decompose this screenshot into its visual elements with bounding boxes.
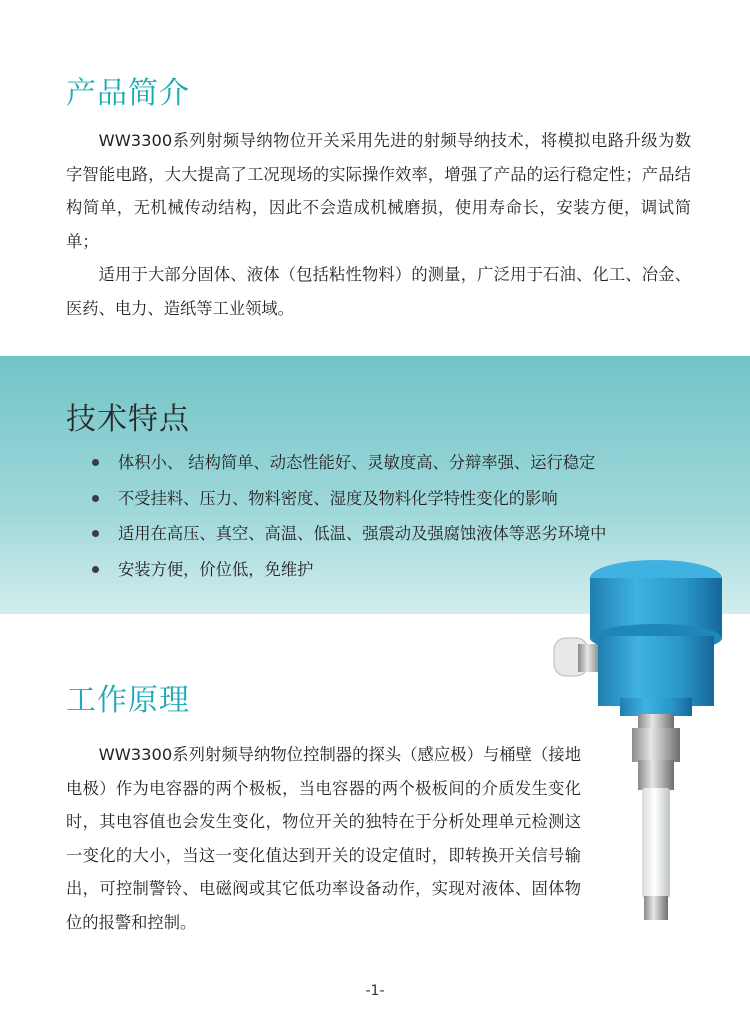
feature-item <box>92 552 606 588</box>
feature-text: 适用在高压、真空、高温、低温、强震动及强腐蚀液体等恶劣环境中 <box>118 524 607 543</box>
feature-text: 不受挂料、压力、物料密度、湿度及物料化学特性变化的影响 <box>118 488 558 508</box>
intro-paragraph-2: 适用于大部分固体、液体（包括粘性物料）的测量，广泛用于石油、化工、冶金、医药、电力、造纸等工业领域。 <box>66 265 691 318</box>
feature-item <box>92 481 606 517</box>
feature-text: 安装方便，价位低，免维护 <box>118 559 314 579</box>
features-list <box>92 445 606 587</box>
bullet-icon <box>92 530 99 537</box>
bullet-icon <box>92 495 99 502</box>
section-title-features: 技术特点 <box>66 402 190 437</box>
principle-paragraph: WW3300系列射频导纳物位控制器的探头（感应极）与桶壁（接地电极）作为电容器的两个极板，当电容器的两个极板间的介质发生变化时，其电容值也会发生变化，物位开关的独特在于分析处理单元检测这一变化的大小，当这一变化值达到开关的设定值时，即转换开关信号输出，可控制警铃、电磁阀或其它低功率设备动作，实现对液体、固体物位的报警和控制。 <box>66 745 581 932</box>
feature-item <box>92 516 606 552</box>
section-title-principle: 工作原理 <box>66 683 190 718</box>
feature-text: 体积小、 结构简单、动态性能好、灵敏度高、分辩率强、运行稳定 <box>118 453 596 472</box>
section-title-intro: 产品简介 <box>66 76 190 111</box>
feature-item <box>92 445 606 481</box>
intro-paragraph-1: WW3300系列射频导纳物位开关采用先进的射频导纳技术，将模拟电路升级为数字智能电路，大大提高了工况现场的实际操作效率，增强了产品的运行稳定性；产品结构简单，无机械传动结构，因此不会造成机械磨损，使用寿命长，安装方便，调试简单； <box>66 131 691 251</box>
bullet-icon <box>92 459 99 466</box>
bullet-icon <box>92 566 99 573</box>
page-number: -1- <box>365 983 385 999</box>
